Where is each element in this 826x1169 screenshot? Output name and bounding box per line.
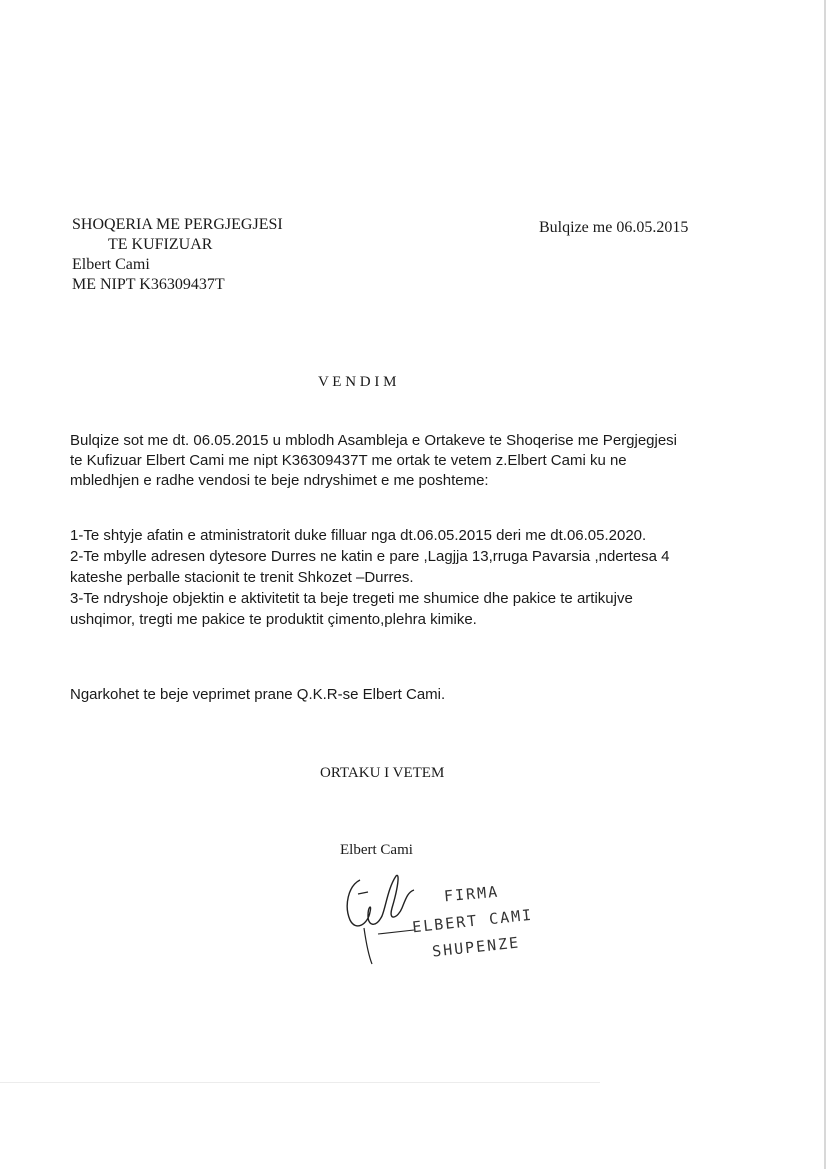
handwritten-signature [338,868,418,968]
signatory-role: ORTAKU I VETEM [320,765,445,781]
decision-line-2: 2-Te mbylle adresen dytesore Durres ne katin e pare ,Lagjja 13,rruga Pavarsia ,ndertesa 4 [70,548,670,565]
decision-line-1: 1-Te shtyje afatin e atministratorit duke filluar nga dt.06.05.2015 deri me dt.06.05.2020. [70,527,647,544]
owner-name: Elbert Cami [72,256,150,273]
company-line-1: SHOQERIA ME PERGJEGJESI [72,216,283,233]
stamp-line-2: ELBERT CAMI [411,905,534,937]
scan-edge-bottom [0,1082,600,1083]
decision-line-3: kateshe perballe stacionit te trenit Shkozet –Durres. [70,569,414,586]
nipt-line: ME NIPT K36309437T [72,276,225,293]
intro-line-1: Bulqize sot me dt. 06.05.2015 u mblodh Asambleja e Ortakeve te Shoqerise me Pergjegjesi [70,432,678,449]
decision-line-5: ushqimor, tregti me pakice te produktit çimento,plehra kimike. [70,611,477,628]
intro-line-2: te Kufizuar Elbert Cami me nipt K36309437T me ortak te vetem z.Elbert Cami ku ne [70,452,627,469]
company-line-2: TE KUFIZUAR [108,236,213,253]
assignment-line: Ngarkohet te beje veprimet prane Q.K.R-se Elbert Cami. [70,686,446,703]
decision-line-4: 3-Te ndryshoje objektin e aktivitetit ta beje tregeti me shumice dhe pakice te artikujve [70,590,633,607]
signatory-name: Elbert Cami [340,842,413,858]
intro-line-3: mbledhjen e radhe vendosi te beje ndryshimet e me poshteme: [70,472,489,489]
place-date: Bulqize me 06.05.2015 [539,219,689,236]
stamp-line-3: SHUPENZE [431,933,521,961]
document-title: V E N D I M [318,374,397,390]
stamp-line-1: FIRMA [443,882,500,906]
